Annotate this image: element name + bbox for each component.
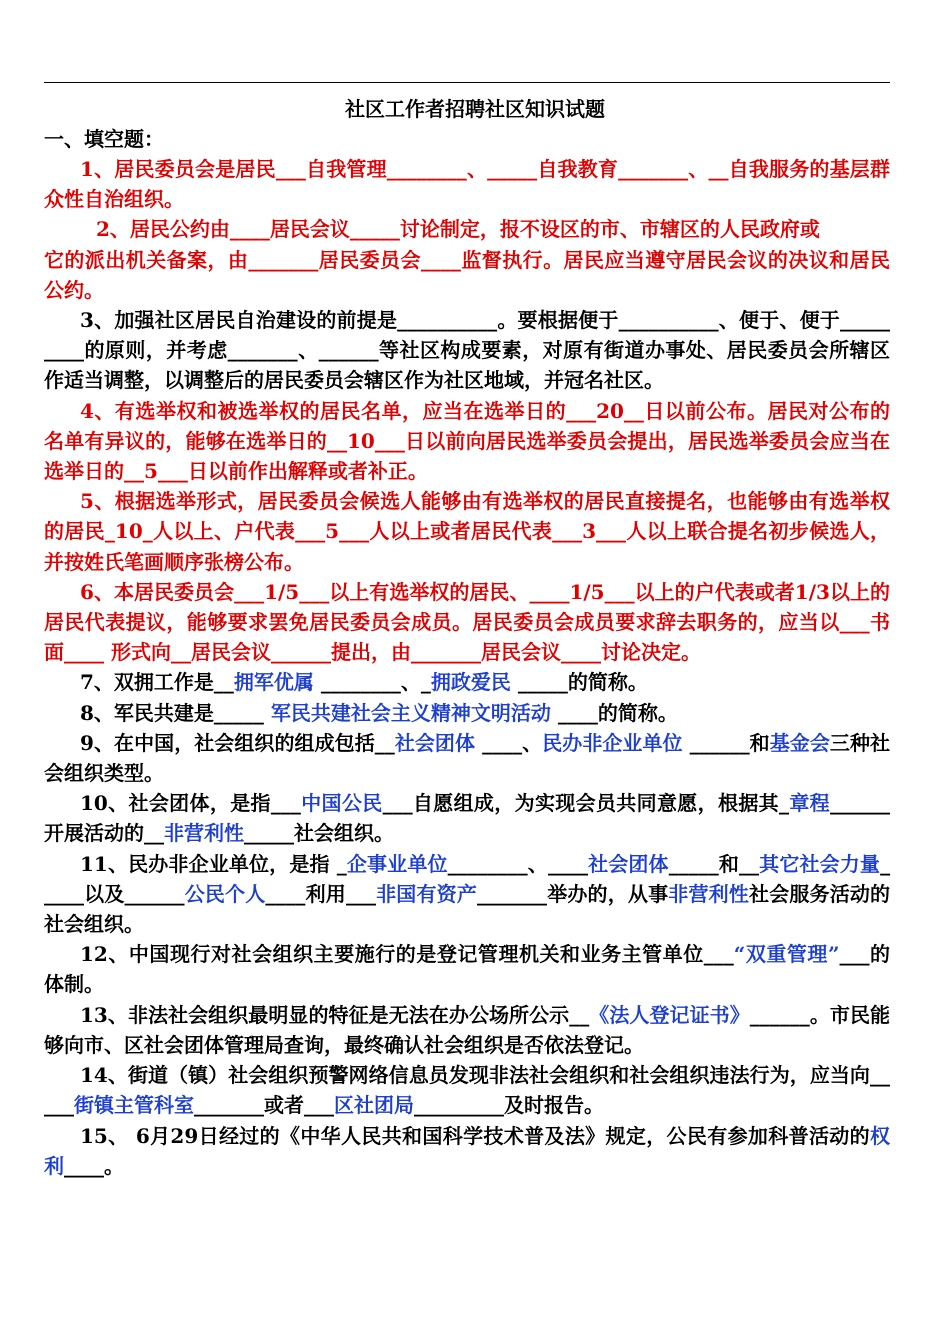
q14-text: _________及时报告。 xyxy=(414,1093,604,1118)
question-4: 4、有选举权和被选举权的居民名单，应当在选举日的___20__日以前公布。居民对公布的名单有异议的，能够在选举日的__10___日以前向居民选举委员会提出，居民选举委员会应当在选举日的__5___日以前作出解释或者补正。 xyxy=(44,398,890,484)
q12-text: 12、中国现行对社会组织主要施行的是登记管理机关和业务主管单位___ xyxy=(80,942,734,967)
questions xyxy=(44,154,890,1181)
question-1: 1、居民委员会是居民___自我管理________、_____自我教育_______、__自我服务的基层群众性自治组织。 xyxy=(44,157,890,212)
q14-answer-2: 区社团局 xyxy=(334,1093,414,1118)
q13-text: ______。市民能够向市、区社会团体管理局查询，最终确认社会组织是否依法登记。 xyxy=(44,1002,890,1057)
q10-text: ______开展活动的__ xyxy=(44,791,891,846)
q10-answer-2: 章程 xyxy=(789,791,831,816)
q9-text: 三种社会组织类型。 xyxy=(44,730,891,786)
top-rule xyxy=(44,82,890,83)
q7-text: 7、双拥工作是__ xyxy=(80,670,234,695)
q8-text: 8、军民共建是_____ xyxy=(80,700,271,725)
q14-text: _______或者___ xyxy=(194,1093,334,1118)
q11-text: _______举办的，从事 xyxy=(477,881,669,906)
q10-text: ___自愿组成，为实现会员共同意愿，根据其_ xyxy=(382,791,789,816)
q11-answer-6: 非营利性 xyxy=(668,881,749,906)
q11-text: _____以及______ xyxy=(44,851,891,906)
q15-answer: 权利 xyxy=(44,1123,890,1178)
question-11 xyxy=(44,849,890,940)
q9-text: ______和 xyxy=(682,730,770,755)
q13-text: 13、非法社会组织最明显的特征是无法在办公场所公示__ xyxy=(80,1002,590,1027)
q15-text: ____。 xyxy=(64,1153,124,1178)
q10-answer-3: 非营利性 xyxy=(164,821,244,846)
question-12 xyxy=(44,939,890,999)
q7-answer-1: 拥军优属 xyxy=(233,670,314,695)
question-10 xyxy=(44,788,890,848)
question-2-line-1: 2、居民公约由____居民会议_____讨论制定，报不设区的市、市辖区的人民政府或 xyxy=(96,217,820,242)
q11-text: ________、____ xyxy=(447,851,588,876)
q11-answer-3: 其它社会力量 xyxy=(759,851,881,876)
q15-text: 15、 6月29日经过的《中华人民共和国科学技术普及法》规定，公民有参加科普活动的 xyxy=(80,1123,870,1148)
q11-answer-1: 企事业单位 xyxy=(346,851,448,876)
q8-answer: 军民共建社会主义精神文明活动 xyxy=(270,700,551,725)
q9-answer-3: 基金会 xyxy=(769,730,830,755)
q9-answer-1: 社会团体 xyxy=(394,730,476,755)
section-heading: 一、填空题： xyxy=(44,127,164,151)
q11-answer-4: 公民个人 xyxy=(184,881,266,906)
q10-answer-1: 中国公民 xyxy=(300,791,383,816)
question-9 xyxy=(44,728,890,788)
question-14 xyxy=(44,1060,890,1120)
question-7 xyxy=(44,667,890,697)
question-3: 3、加强社区居民自治建设的前提是__________。要根据便于__________、便于、便于_________的原则，并考虑_______、______等社区构成要素，对原有街道办事处、居民委员会所辖区作适当调整，以调整后的居民委员会辖区作为社区地域，并冠名社区。 xyxy=(44,308,890,393)
question-13 xyxy=(44,1000,890,1060)
q12-answer: “双重管理” xyxy=(733,942,840,967)
question-15 xyxy=(44,1121,890,1181)
q9-text: 9、在中国，社会组织的组成包括__ xyxy=(80,730,395,755)
question-6: 6、本居民委员会___1/5___以上有选举权的居民、____1/5___以上的户代表或者1/3以上的居民代表提议，能够要求罢免居民委员会成员。居民委员会成员要求辞去职务的，应当以___书面____ 形式向__居民会议______提出，由_______居民会议____讨论决定。 xyxy=(44,579,890,665)
q11-answer-5: 非国有资产 xyxy=(375,881,478,906)
q7-text: ________、_ xyxy=(313,670,431,695)
q10-text: 10、社会团体，是指___ xyxy=(80,791,301,816)
q8-text: ____的简称。 xyxy=(550,700,678,725)
question-5: 5、根据选举形式，居民委员会候选人能够由有选举权的居民直接提名，也能够由有选举权的居民_10_人以上、户代表___5___人以上或者居民代表___3___人以上联合提名初步候选人，并按姓氏笔画顺序张榜公布。 xyxy=(44,489,890,574)
q14-answer-1: 街镇主管科室 xyxy=(74,1093,194,1118)
q9-text: ____、 xyxy=(475,730,543,755)
q11-text: _____和__ xyxy=(668,851,760,876)
question-8 xyxy=(44,698,890,728)
q11-text: 社会服务活动的社会组织。 xyxy=(44,881,891,937)
q11-text: ____利用___ xyxy=(265,881,376,906)
q11-answer-2: 社会团体 xyxy=(587,851,669,876)
question-2-line-2: 它的派出机关备案，由_______居民委员会____监督执行。居民应当遵守居民会议的决议和居民公约。 xyxy=(44,247,890,302)
q14-text: 14、街道（镇）社会组织预警网络信息员发现非法社会组织和社会组织违法行为，应当向_____ xyxy=(44,1063,890,1118)
q7-answer-2: 拥政爱民 xyxy=(430,670,511,695)
q7-text: _____的简称。 xyxy=(510,670,648,695)
page-title: 社区工作者招聘社区知识试题 xyxy=(345,97,605,121)
q10-text: _____社会组织。 xyxy=(244,821,394,846)
q13-answer: 《法人登记证书》 xyxy=(589,1002,750,1027)
q12-text: ___的体制。 xyxy=(44,942,891,997)
q11-text: 11、民办非企业单位，是指 _ xyxy=(80,851,347,876)
q9-answer-2: 民办非企业单位 xyxy=(542,730,683,755)
